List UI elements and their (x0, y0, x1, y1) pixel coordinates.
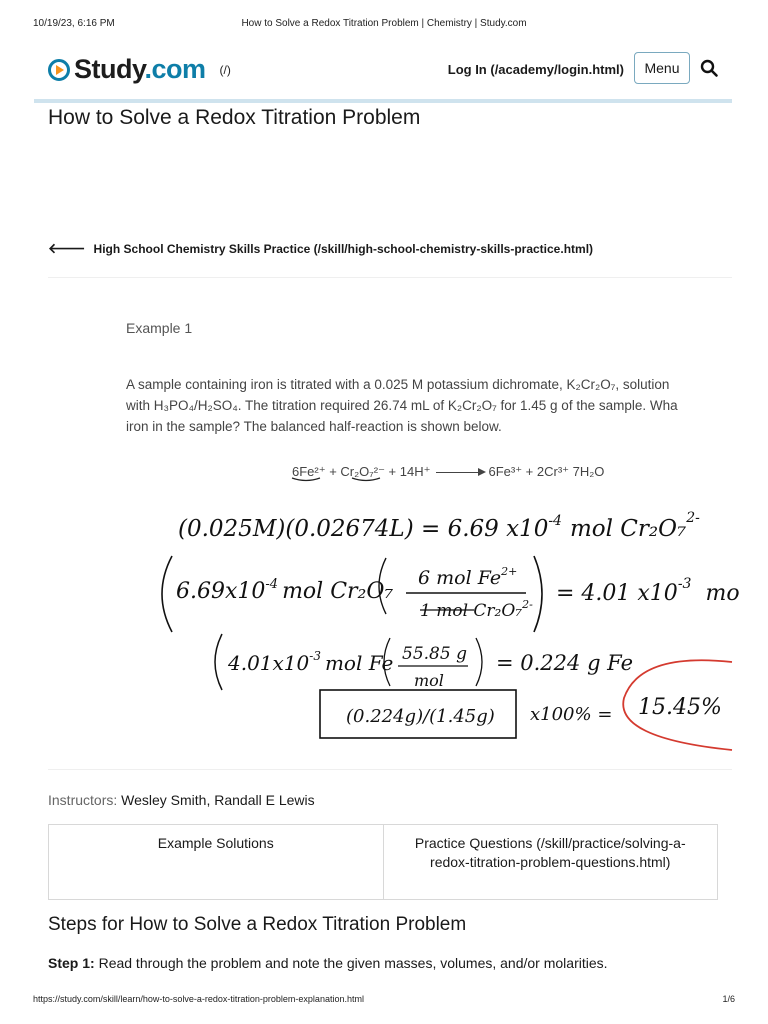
divider (48, 769, 732, 770)
svg-text:(0.224g)/(1.45g): (0.224g)/(1.45g) (346, 706, 495, 727)
problem-line: with H₃PO₄/H₂SO₄. The titration required 26.74 mL of K₂Cr₂O₇ for 1.45 g of the sample. Wha (126, 398, 678, 413)
print-title: How to Solve a Redox Titration Problem | Chemistry | Study.com (241, 18, 527, 29)
svg-text:= 0.224 g Fe: = 0.224 g Fe (496, 651, 634, 675)
equation-reactants: 6Fe²⁺ + Cr₂O₇²⁻ + 14H⁺ (292, 464, 431, 479)
handwritten-solution (124, 494, 740, 754)
search-icon[interactable] (700, 59, 718, 77)
svg-text:6 mol Fe2+: 6 mol $Fe^{2+}$ (418, 565, 518, 589)
example-heading: Example 1 (126, 320, 193, 336)
svg-text:x100% =: x100% = (530, 704, 613, 725)
svg-text:4.01x10-3mol Fe: $4.01x10^{-3}$ mol Fe (228, 649, 394, 675)
example-problem-text (126, 374, 766, 437)
handwriting-line-3 (215, 634, 633, 690)
instructors-names: Wesley Smith, Randall E Lewis (121, 792, 315, 808)
studycom-logo[interactable] (48, 54, 231, 85)
example-image (124, 308, 740, 754)
svg-text:(0.025M)(0.02674L) = 6.69 x10-: (0.025M)(0.02674L) = 6.69 $x10^{-4}$ mol Cr₂O₇$^{2-}$ (178, 510, 700, 542)
instructors (48, 792, 315, 808)
logo-link-path: (/) (219, 62, 231, 77)
problem-line: A sample containing iron is titrated with a 0.025 M potassium dichromate, K₂Cr₂O₇, solution (126, 377, 670, 392)
menu-button[interactable]: Menu (634, 52, 690, 84)
svg-text:1 mol Cr₂O₇2-: 1 mol Cr₂O₇$^{2-}$ (420, 598, 533, 621)
arrow-left-icon: 🡐 (48, 240, 86, 256)
svg-text:mol: mol (414, 671, 444, 690)
step-1-text: Read through the problem and note the given masses, volumes, and/or molarities. (98, 955, 608, 971)
login-link[interactable]: Log In (/academy/login.html) (447, 62, 624, 77)
site-header (48, 52, 732, 88)
svg-text:= 4.01 x10-3mo: = 4.01 $x10^{-3}$ mo (556, 576, 740, 606)
print-page-number: 1/6 (722, 994, 735, 1004)
step-1-label: Step 1: (48, 955, 95, 971)
logo-text: Study.com (74, 54, 206, 84)
handwriting-line-1 (178, 510, 700, 542)
step-1 (48, 955, 608, 971)
page-title: How to Solve a Redox Titration Problem (48, 106, 421, 129)
half-reaction-equation (292, 464, 604, 480)
tab-practice-questions-label: Practice Questions (/skill/practice/solving-a-redox-titration-problem-questions.html) (414, 835, 686, 870)
tab-practice-questions[interactable] (383, 825, 718, 899)
svg-text:6.69x10-4mol Cr₂O₇: $6.69x10^{-4}$ mol Cr₂O₇ (176, 577, 394, 604)
play-circle-icon (48, 59, 70, 81)
problem-line: iron in the sample? The balanced half-reaction is shown below. (126, 419, 502, 434)
print-url: https://study.com/skill/learn/how-to-solve-a-redox-titration-problem-explanation.html (33, 994, 364, 1004)
svg-text:55.85 g: 55.85 g (402, 644, 467, 664)
solutions-tabs (48, 824, 718, 900)
instructors-label: Instructors: (48, 792, 118, 808)
reaction-arrow-icon (436, 472, 484, 473)
print-date: 10/19/23, 6:16 PM (33, 18, 115, 29)
back-link[interactable] (48, 240, 593, 257)
back-link-label: High School Chemistry Skills Practice (/skill/high-school-chemistry-skills-practice.html) (93, 241, 594, 256)
print-header (0, 18, 768, 32)
equation-products: 6Fe³⁺ + 2Cr³⁺ 7H₂O (488, 464, 605, 479)
handwriting-line-2 (162, 556, 740, 632)
section-heading: Steps for How to Solve a Redox Titration Problem (48, 914, 467, 935)
tab-example-solutions[interactable]: Example Solutions (157, 835, 274, 851)
divider (48, 277, 732, 278)
svg-text:15.45%: 15.45% (638, 695, 722, 720)
header-divider (34, 99, 732, 103)
